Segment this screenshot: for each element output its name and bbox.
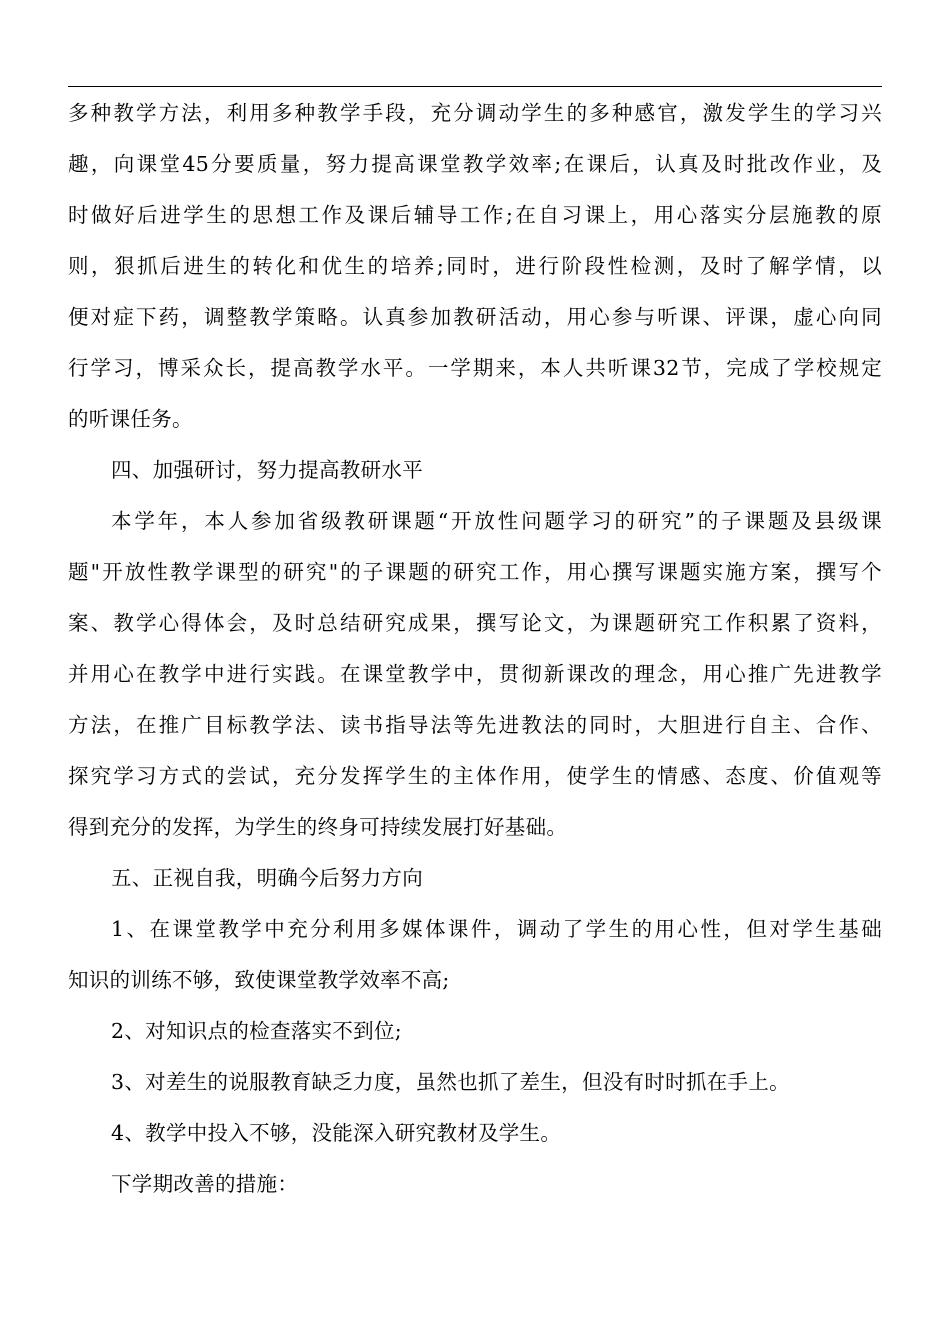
section-heading-research: 四、加强研讨，努力提高教研水平 [111, 458, 423, 482]
text-line: 案、教学心得体会，及时总结研究成果，撰写论文，为课题研究工作积累了资料， [68, 611, 882, 635]
text-line: 便对症下药，调整教学策略。认真参加教研活动，用心参与听课、评课，虚心向同 [68, 305, 882, 329]
text-line: 方法，在推广目标教学法、读书指导法等先进教法的同时，大胆进行自主、合作、 [68, 713, 882, 737]
text-line: 并用心在教学中进行实践。在课堂教学中，贯彻新课改的理念，用心推广先进教学 [68, 662, 882, 686]
list-item [68, 910, 882, 1012]
section-heading-self-review: 五、正视自我，明确今后努力方向 [111, 866, 423, 890]
text-line: 行学习，博采众长，提高教学水平。一学期来，本人共听课32节，完成了学校规定 [68, 356, 882, 380]
paragraph-teaching-methods [68, 94, 882, 451]
text-line: 1、在课堂教学中充分利用多媒体课件，调动了学生的用心性，但对学生基础 [111, 917, 882, 941]
improvement-measures-heading: 下学期改善的措施： [111, 1172, 299, 1196]
text-line: 本学年，本人参加省级教研课题“开放性问题学习的研究”的子课题及县级课 [111, 509, 882, 533]
text-line: 则，狠抓后进生的转化和优生的培养;同时，进行阶段性检测，及时了解学情，以 [68, 254, 882, 278]
text-line: 的听课任务。 [68, 407, 193, 431]
text-line: 时做好后进学生的思想工作及课后辅导工作;在自习课上，用心落实分层施教的原 [68, 203, 882, 227]
paragraph-research [68, 502, 882, 859]
list-item: 4、教学中投入不够，没能深入研究教材及学生。 [111, 1121, 562, 1145]
text-line: 趣，向课堂45分要质量，努力提高课堂教学效率;在课后，认真及时批改作业，及 [68, 152, 882, 176]
header-rule [68, 86, 882, 87]
document-body [68, 94, 882, 1216]
text-line: 知识的训练不够，致使课堂教学效率不高; [68, 968, 450, 992]
list-item: 3、对差生的说服教育缺乏力度，虽然也抓了差生，但没有时时抓在手上。 [111, 1070, 790, 1094]
text-line: 多种教学方法，利用多种教学手段，充分调动学生的多种感官，激发学生的学习兴 [68, 101, 882, 125]
text-line: 题"开放性教学课型的研究"的子课题的研究工作，用心撰写课题实施方案，撰写个 [68, 560, 882, 584]
list-item: 2、对知识点的检查落实不到位; [111, 1019, 402, 1043]
text-line: 探究学习方式的尝试，充分发挥学生的主体作用，使学生的情感、态度、价值观等 [68, 764, 882, 788]
text-line: 得到充分的发挥，为学生的终身可持续发展打好基础。 [68, 815, 568, 839]
